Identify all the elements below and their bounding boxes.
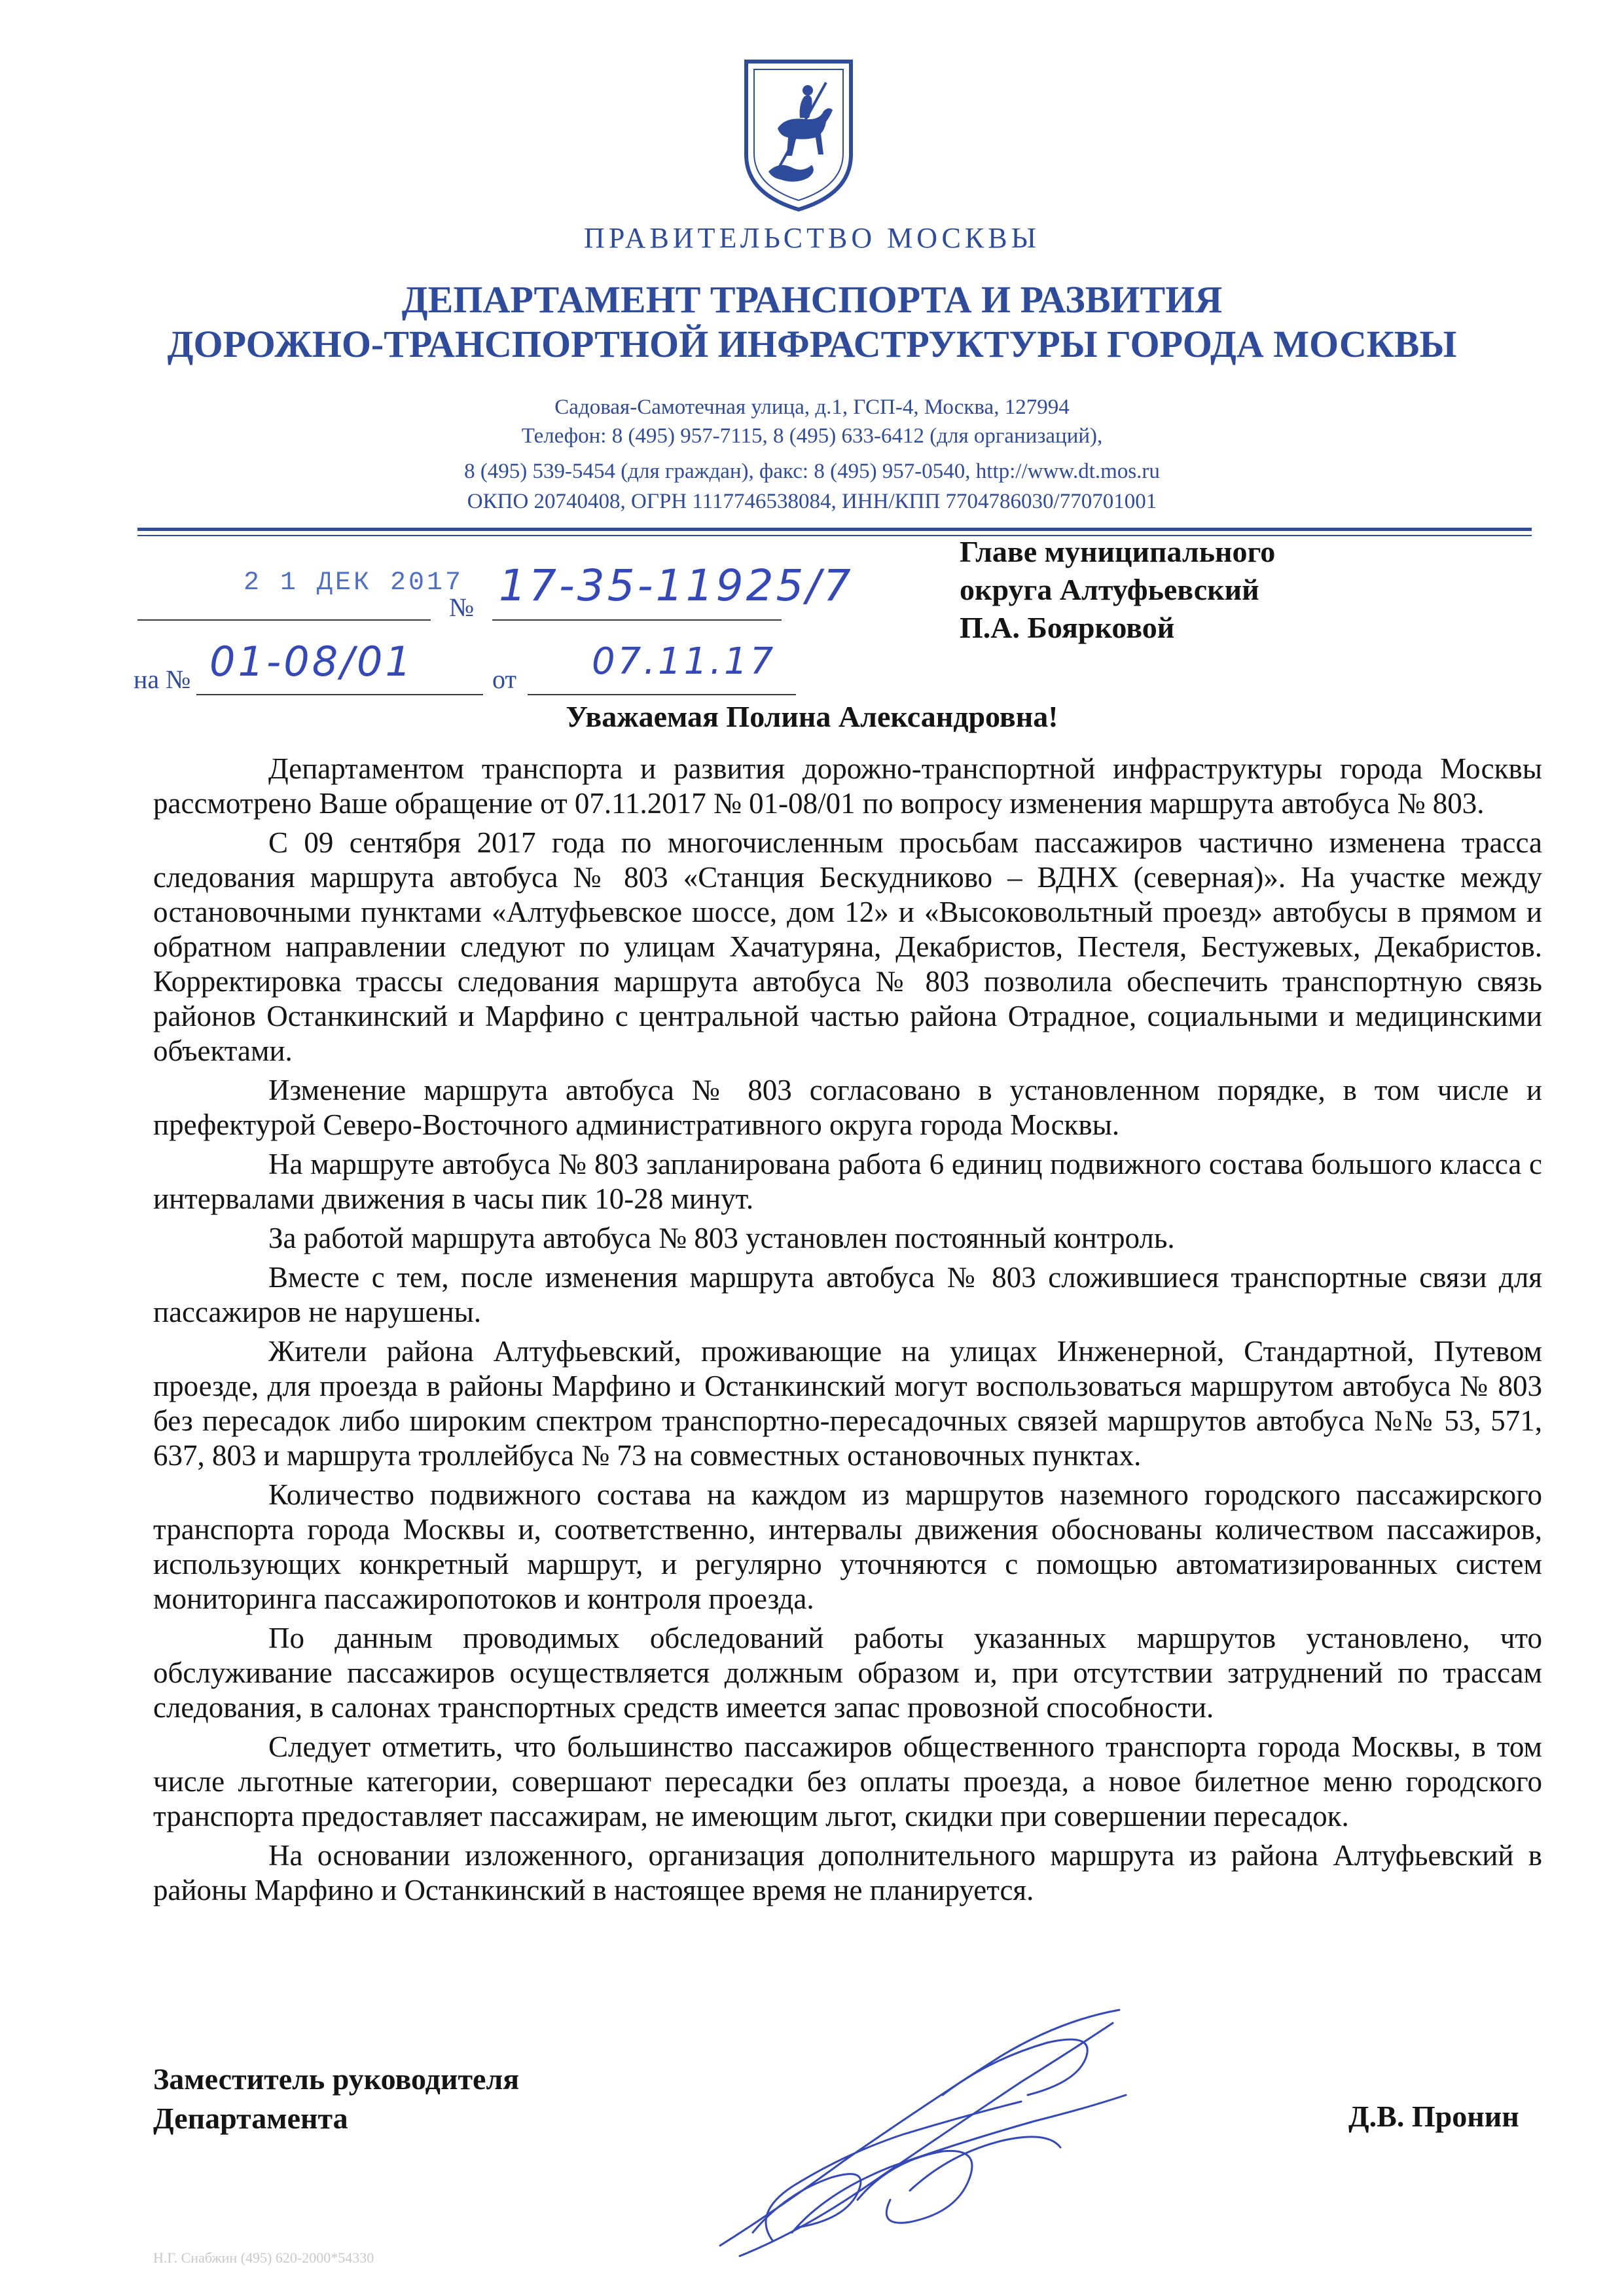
body-paragraph: С 09 сентября 2017 года по многочисленным просьбам пассажиров частично изменена трасса следования маршрута автобуса № 803 «Станция Бескудниково – ВДНХ (северная)». На участке между остановочными пунктами «Алтуфьевское шоссе, дом 12» и «Высоковольтный проезд» автобусы в прямом и обратном направлении следуют по улицам Хачатуряна, Декабристов, Пестеля, Бестужевых, Декабристов. Корректировка трассы следования маршрута автобуса № 803 позволила обеспечить транспортную связь районов Останкинский и Марфино с центральной частью района Отрадное, социальными и медицинскими объектами. [153, 826, 1542, 1067]
letterhead-divider [137, 528, 1532, 539]
reference-date-label: от [492, 665, 516, 694]
outgoing-number-label: № [449, 592, 475, 622]
signatory-position-line: Заместитель руководителя [153, 2062, 520, 2096]
signatory-position [153, 2060, 519, 2138]
body-paragraph: На маршруте автобуса № 803 запланирована работа 6 единиц подвижного состава большого класса с интервалами движения в часы пик 10-28 минут. [153, 1148, 1542, 1215]
reference-number-value: 01-08/01 [209, 638, 414, 685]
signatory-name: Д.В. Пронин [1348, 2100, 1519, 2133]
contact-address: Садовая-Самотечная улица, д.1, ГСП-4, Москва, 127994 [554, 395, 1070, 419]
contact-registry-codes: ОКПО 20740408, ОГРН 1117746538084, ИНН/КПП 7704786030/770701001 [467, 490, 1157, 513]
body-paragraph: Вместе с тем, после изменения маршрута автобуса № 803 сложившиеся транспортные связи для пассажиров не нарушены. [153, 1261, 1542, 1328]
moscow-coat-of-arms-icon [740, 56, 857, 213]
department-title-line-2: ДОРОЖНО-ТРАНСПОРТНОЙ ИНФРАСТРУКТУРЫ ГОРОДА МОСКВЫ [167, 323, 1457, 365]
salutation: Уважаемая Полина Александровна! [566, 700, 1058, 733]
reference-number-label: на № [134, 665, 191, 694]
body-paragraph: Департаментом транспорта и развития дорожно-транспортной инфраструктуры города Москвы рассмотрено Ваше обращение от 07.11.2017 № 01-08/01 по вопросу изменения маршрута автобуса № 803. [153, 752, 1542, 820]
body-paragraph: По данным проводимых обследований работы указанных маршрутов установлено, что обслуживание пассажиров осуществляется должным образом и, при отсутствии затруднений по трассам следования, в салонах транспортных средств имеется запас провозной способности. [153, 1622, 1542, 1724]
body-paragraph: За работой маршрута автобуса № 803 установлен постоянный контроль. [268, 1222, 1175, 1254]
signatory-position-line: Департамента [153, 2102, 348, 2135]
body-paragraph: Количество подвижного состава на каждом из маршрутов наземного городского пассажирского транспорта города Москвы и, соответственно, интервалы движения обоснованы количеством пассажиров, использующих конкретный маршрут, и регулярно уточняются с помощью автоматизированных систем мониторинга пассажиропотоков и контроля проезда. [153, 1478, 1542, 1615]
body-paragraph: Следует отметить, что большинство пассажиров общественного транспорта города Москвы, в том числе льготные категории, совершают пересадки без оплаты проезда, а новое билетное меню городского транспорта предоставляет пассажирам, не имеющим льгот, скидки при совершении пересадок. [153, 1730, 1542, 1832]
addressee-line: П.А. Боярковой [960, 611, 1175, 644]
outgoing-number-value: 17-35-11925/7 [499, 560, 854, 611]
body-paragraph: На основании изложенного, организация дополнительного маршрута из района Алтуфьевский в районы Марфино и Останкинский в настоящее время не планируется. [153, 1839, 1542, 1906]
letter-body [153, 752, 1542, 1912]
reference-date-value: 07.11.17 [592, 640, 776, 683]
department-title-line-1: ДЕПАРТАМЕНТ ТРАНСПОРТА И РАЗВИТИЯ [401, 278, 1223, 321]
executor-note: Н.Г. Снабжин (495) 620-2000*54330 [153, 2250, 374, 2266]
body-paragraph: Жители района Алтуфьевский, проживающие на улицах Инженерной, Стандартной, Путевом проезде, для проезда в районы Марфино и Останкинский могут воспользоваться маршрутом автобуса № 803 без пересадок либо широким спектром транспортно-пересадочных связей маршрутов автобуса №№ 53, 571, 637, 803 и маршрута троллейбуса № 73 на совместных остановочных пунктах. [153, 1335, 1542, 1472]
addressee-line: округа Алтуфьевский [960, 573, 1259, 606]
contact-phone-fax-web: 8 (495) 539-5454 (для граждан), факс: 8 (495) 957-0540, http://www.dt.mos.ru [464, 460, 1160, 483]
handwritten-signature [694, 1997, 1139, 2265]
addressee-line: Главе муниципального [960, 535, 1276, 568]
body-paragraph: Изменение маршрута автобуса № 803 согласовано в установленном порядке, в том числе и префектурой Северо-Восточного административного округа города Москвы. [153, 1074, 1542, 1141]
date-stamp: 2 1 ДЕК 2017 [244, 568, 464, 598]
government-title: ПРАВИТЕЛЬСТВО МОСКВЫ [584, 222, 1040, 254]
contact-phone: Телефон: 8 (495) 957-7115, 8 (495) 633-6412 (для организаций), [521, 424, 1103, 448]
addressee-block [960, 533, 1275, 647]
